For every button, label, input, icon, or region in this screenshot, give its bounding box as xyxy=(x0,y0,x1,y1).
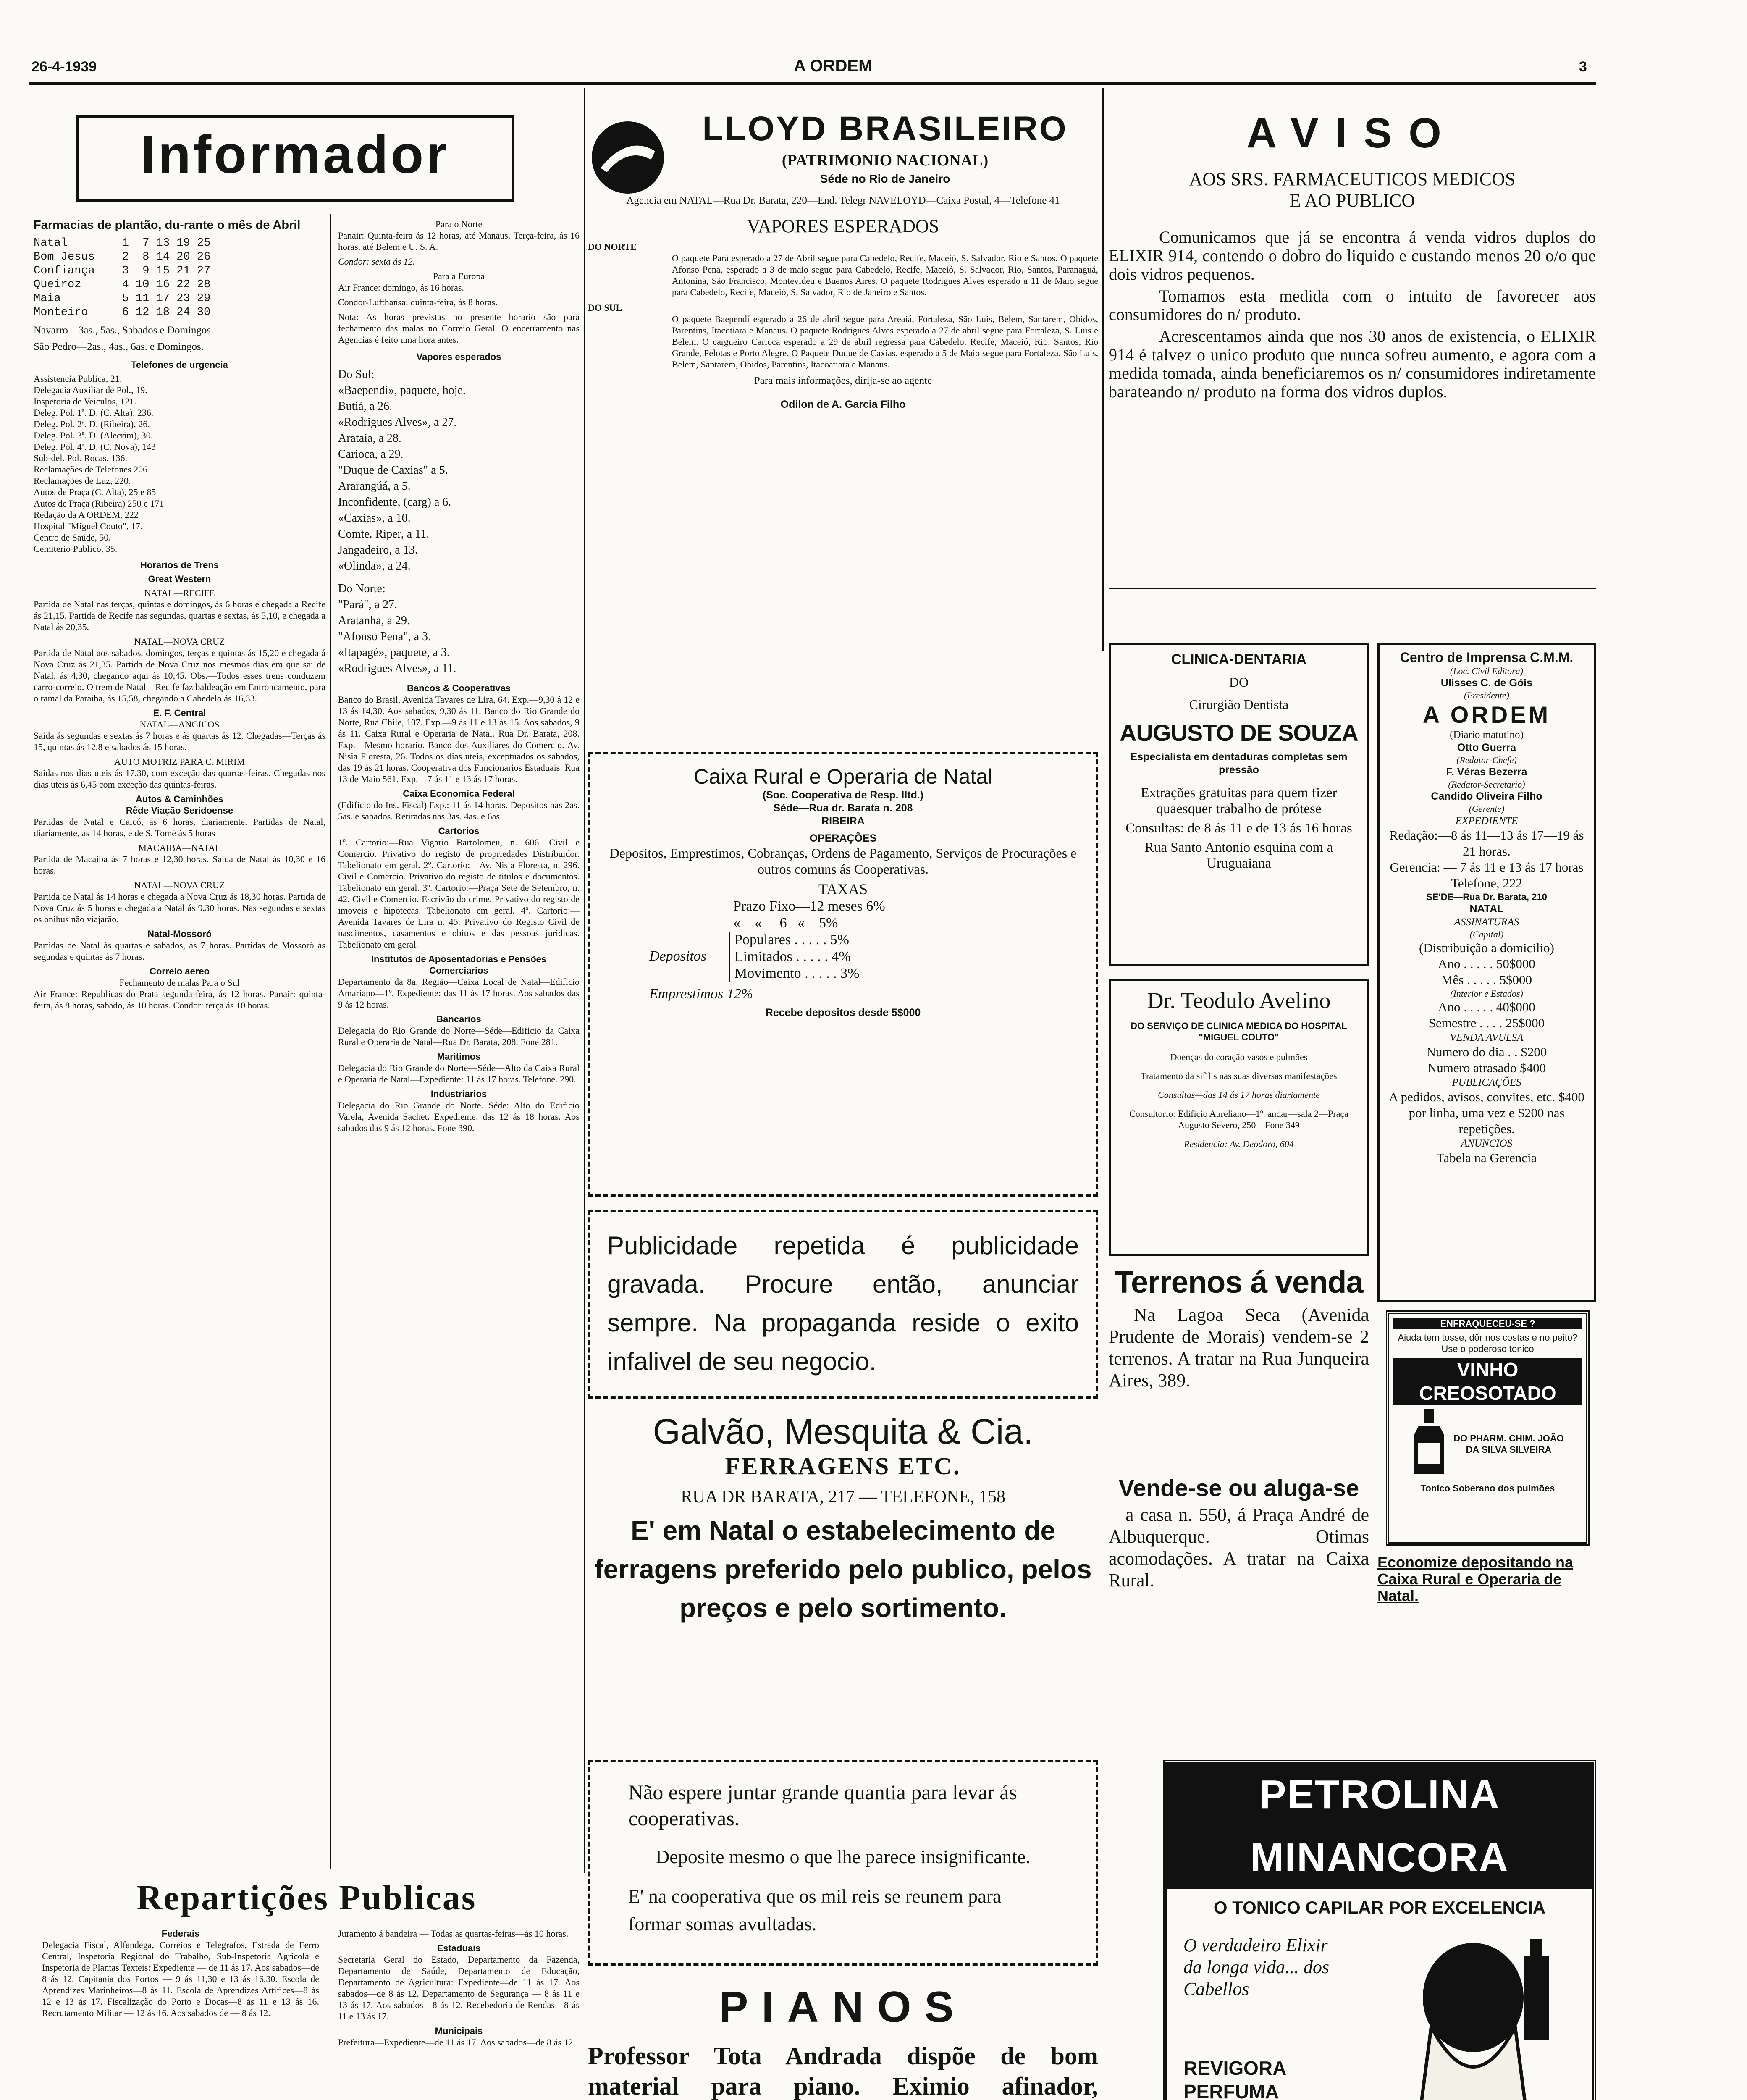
reparticoes-left xyxy=(42,1928,319,2022)
page-number: 3 xyxy=(1579,59,1587,75)
lloyd-info: Para mais informações, dirija-se ao agente xyxy=(754,375,932,386)
list-item: «Olinda», a 24. xyxy=(338,559,411,572)
clinica-name: AUGUSTO DE SOUZA xyxy=(1120,719,1358,746)
maritimos-heading: Maritimos xyxy=(437,1051,481,1062)
cooperativa-text: E' na cooperativa que os mil reis se reunem para formar somas avultadas. xyxy=(628,1885,1002,1935)
great-western-heading: Great Western xyxy=(148,574,211,584)
list-item: Deleg. Pol. 4ª. D. (C. Nova), 143 xyxy=(34,441,156,452)
aviso-ad xyxy=(1109,109,1596,404)
list-item: «Caxias», a 10. xyxy=(338,512,411,525)
aviso-text: Comunicamos que já se encontra á venda vidros duplos do ELIXIR 914, contendo o dobro do liquido e custando menos 20 o/o que dois vidros pequenos. xyxy=(1109,228,1596,284)
vende-title: Vende-se ou aluga-se xyxy=(1118,1475,1359,1501)
list-item: Cemiterio Publico, 35. xyxy=(34,543,118,554)
aviso-title: AVISO xyxy=(1246,110,1458,157)
column-rule xyxy=(1102,88,1104,651)
lloyd-subtitle: (PATRIMONIO NACIONAL) xyxy=(782,152,989,169)
list-item: Inspetoria de Veiculos, 121. xyxy=(34,396,136,407)
route-heading: NATAL—NOVA CRUZ xyxy=(134,880,225,890)
farmacias-note: São Pedro—2as., 4as., 6as. e Domingos. xyxy=(34,341,204,352)
centro-tabela: Tabela na Gerencia xyxy=(1436,1150,1537,1165)
galvao-ad xyxy=(588,1411,1098,1630)
teodulo-service: DO SERVIÇO DE CLINICA MEDICA DO HOSPITAL "MIGUEL COUTO" xyxy=(1131,1021,1347,1042)
vinho-top: ENFRAQUECEU-SE ? xyxy=(1393,1318,1582,1329)
farmacias-list xyxy=(34,236,325,320)
correio-sub: Fechamento de malas Para o Sul xyxy=(119,977,240,988)
centro-expediente: EXPEDIENTE xyxy=(1455,815,1518,827)
list-item: Delegacia Auxiliar de Pol., 19. xyxy=(34,385,147,395)
bancarios-text: Delegacia do Rio Grande do Norte—Séde—Edificio da Caixa Rural e Operaria de Natal—Rua Dr. Barata, 208. Fone 281. xyxy=(338,1025,580,1047)
teodulo-text: Consultorio: Edificio Aureliano—1º. andar—sala 2—Praça Augusto Severo, 250—Fone 349 xyxy=(1129,1108,1348,1130)
telefones-list xyxy=(34,373,325,554)
centro-ordem: A ORDEM xyxy=(1422,701,1551,728)
clinica-specialty: Especialista em dentaduras completas sem pressão xyxy=(1130,751,1348,776)
industriarios-text: Delegacia do Rio Grande do Norte. Séde: Alto do Edificio Varela, Avenida Sachet. Expediente: das 12 ás 18 horas. Aos sabados das 9 ás 12 horas. Fone 390. xyxy=(338,1100,580,1133)
price-row: Ano . . . . . 40$000 xyxy=(1438,1000,1535,1014)
route-text: Partida de Natal nas terças, quintas e domingos, ás 6 horas e chegada a Recife ás 21,15. Partida de Recife nas segundas, quartas e sextas, ás 5,10, e chegada a Natal ás 20,35. xyxy=(34,599,325,632)
teodulo-text: Tratamento da sifilis nas suas diversas manifestações xyxy=(1141,1071,1337,1081)
caixa-rural-text: Depositos, Emprestimos, Cobranças, Ordens de Pagamento, Serviços de Procurações e outros comuns ás Cooperativas. xyxy=(609,845,1077,877)
list-item: Arataia, a 28. xyxy=(338,432,401,445)
list-item: Ararangúá, a 5. xyxy=(338,480,411,493)
centro-capital: (Capital) xyxy=(1469,929,1504,940)
teodulo-name: Dr. Teodulo Avelino xyxy=(1147,988,1331,1013)
reparticoes-title: Repartições Publicas xyxy=(136,1878,477,1917)
route-heading: MACAIBA—NATAL xyxy=(138,843,221,853)
clinica-title: CLINICA-DENTARIA xyxy=(1171,651,1307,667)
municipais-heading: Municipais xyxy=(435,2026,483,2036)
lloyd-vapores: VAPORES ESPERADOS xyxy=(747,216,939,236)
rate-row: Movimento . . . . . 3% xyxy=(734,966,860,981)
institutos-heading: Institutos de Aposentadorias e Pensões xyxy=(371,954,547,964)
price-row: Mês . . . . . 5$000 xyxy=(1441,972,1532,987)
aviso-subtitle: AOS SRS. FARMACEUTICOS MEDICOS xyxy=(1189,169,1516,189)
reparticoes-right xyxy=(338,1928,580,2051)
cartorios-text: 1º. Cartorio:—Rua Vigario Bartolomeu, n. 606. Civil e Comercio. Privativo do registo de propriedades Distribuidor. Tabelionato em geral. 2º. Cartorio:—Av. Nisia Floresta, n. 296. Civil e Comercio. Privativo do registo de titulos e documentos. Tabelionato em geral. 3º. Cartorio:—Praça Sete de Setembro, n. 42. Civil e Comercio. Escrivão do crime. Privativo do registo de imoveis e hipotecas. Tabelionato em geral. 4º. Cartorio:—Avenida Tavares de Lira n. 45. Privativo do Registo Civil de nascimentos, casamentos e obitos e das pessoas juridicas. Tabelionato em geral. xyxy=(338,837,580,950)
clinica-address: Rua Santo Antonio esquina com a Uruguaiana xyxy=(1144,840,1333,871)
caixa-rural-depositos: Depositos xyxy=(649,948,706,964)
centro-natal: NATAL xyxy=(1469,903,1504,915)
list-item: Bom Jesus 2 8 14 20 26 xyxy=(34,251,211,263)
list-item: "Pará", a 27. xyxy=(338,598,398,611)
centro-gerencia: Gerencia: — 7 ás 11 e 13 ás 17 horas xyxy=(1390,860,1584,874)
list-item: Butiá, a 26. xyxy=(338,400,393,413)
terrenos-title: Terrenos á venda xyxy=(1115,1265,1363,1299)
list-item: Autos de Praça (C. Alta), 25 e 85 xyxy=(34,487,156,497)
lloyd-agent: Odilon de A. Garcia Filho xyxy=(780,399,906,410)
list-heading: Do Norte: xyxy=(338,582,386,595)
galvao-slogan: E' em Natal o estabelecimento de ferragens preferido pelo publico, pelos preços e pelo sortimento. xyxy=(594,1515,1092,1623)
route-text: Saidas nos dias uteis ás 17,30, com exceção das quartas-feiras. Chegadas nos dias uteis ás 6,45 com exceção das quintas-feiras. xyxy=(34,768,325,790)
route-text: Saida ás segundas e sextas ás 7 horas e ás quartas ás 12. Chegadas—Terças ás 15, quintas ás 12,8 e sabados ás 15 horas. xyxy=(34,730,325,752)
list-item: Carioca, a 29. xyxy=(338,448,404,461)
lloyd-title: LLOYD BRASILEIRO xyxy=(702,110,1068,148)
list-item: Deleg. Pol. 2ª. D. (Ribeira), 26. xyxy=(34,419,150,429)
vinho-small: Aiuda tem tosse, dôr nos costas e no peito? Use o poderoso tonico xyxy=(1398,1332,1578,1354)
telefones-heading: Telefones de urgencia xyxy=(131,360,228,370)
column-rule xyxy=(584,88,585,1873)
route-heading: NATAL—ANGICOS xyxy=(139,719,220,730)
list-item: Centro de Saúde, 50. xyxy=(34,532,111,543)
old-man-figure-icon xyxy=(1364,1930,1582,2100)
industriarios-heading: Industriarios xyxy=(430,1089,487,1099)
lloyd-sul-text: O paquete Baependí esperado a 26 de abril segue para Areaiá, Fortaleza, São Luis, Belem, Santarem, Obidos, Parentins, Itacotiara e Manaus. O paquete Rodrigues Alves esperado a 27 de abril segue para Fortaleza, S. Luis e Belem. O cargueiro Carioca esperado a 29 de abril regressa para Cabedelo, Recife, Maceió, Rio, Santos, Rio Grande, Pelotas e Porto Alegre. O Paquete Duque de Caxias, esperado a 5 de Maio segue para Fortaleza, São Luis, Belem, Santarem, Obidos, Parentins, Itacoatiara e Manaus. xyxy=(672,314,1098,370)
caixa-rural-ribeira: RIBEIRA xyxy=(821,815,865,827)
caixa-rural-taxas: TAXAS xyxy=(818,881,868,898)
teodulo-text: Consultas—das 14 ás 17 horas diariamente xyxy=(1158,1089,1320,1100)
centro-name: Otto Guerra xyxy=(1457,742,1516,753)
vapores-heading: Vapores esperados xyxy=(416,352,501,362)
galvao-address: RUA DR BARATA, 217 — TELEFONE, 158 xyxy=(681,1487,1005,1507)
column-rule xyxy=(330,214,331,1869)
publicidade-ad xyxy=(588,1210,1098,1399)
caixa-rural-prazo: Prazo Fixo—12 meses 6% xyxy=(733,898,885,914)
route-text: Partidas de Natal e Caicó, ás 6 horas, diariamente. Partidas de Natal, diariamente, ás 14 horas, e de S. Tomé ás 5 horas xyxy=(34,816,325,838)
petrolina-sub: O TONICO CAPILAR POR EXCELENCIA xyxy=(1213,1898,1546,1917)
vinho-bottom: Tonico Soberano dos pulmões xyxy=(1420,1483,1555,1494)
publicidade-text: Publicidade repetida é publicidade gravada. Procure então, anunciar sempre. Na propaganda reside o exito infalivel de seu negocio. xyxy=(607,1231,1079,1376)
route-text: Partida de Natal aos sabados, domingos, terças e quintas ás 15,20 e chegada á Nova Cruz ás 21,35. Partida de Nova Cruz nos mesmos dias em que sai de Natal, ás 4,30, chegando aqui ás 10,45. Obs.—Todos esses trens conduzem carro-correio. O trem de Natal—Recife faz baldeação em Entroncamento, para o ramal da Paraiba, ás 15,58, chegando a Cabedelo ás 16,33. xyxy=(34,648,325,704)
cooperativa-ad xyxy=(588,1760,1098,1966)
centro-interior: (Interior e Estados) xyxy=(1450,988,1523,999)
vinho-brand: DO PHARM. CHIM. JOÃO DA SILVA SILVEIRA xyxy=(1453,1433,1564,1455)
caixa-text: (Edificio do Ins. Fiscal) Exp.: 11 ás 14 horas. Depositos nas 2as. 5as. e sabados. Retiradas nas 3as. 4as. e 6as. xyxy=(338,800,580,822)
centro-assinaturas: ASSINATURAS xyxy=(1454,916,1519,928)
estaduais-text: Secretaria Geral do Estado, Departamento da Fazenda, Departamento de Saúde, Departamento de Educação, Departamento de Agricultura: Expediente—de 11 ás 17. Aos sabados—de 8 ás 12. Departamento de Segurança — 8 ás 11 e 13 ás 17. Aos sabados—8 ás 12. Recebedoria de Rendas—8 ás 11 e 13 ás 17. xyxy=(338,1954,580,2021)
price-row: Numero do dia . . $200 xyxy=(1426,1045,1547,1059)
aviso-text: Tomamos esta medida com o intuito de favorecer aos consumidores do n/ produto. xyxy=(1109,286,1596,324)
teodulo-ad xyxy=(1109,979,1369,1256)
informador-title: Informador xyxy=(140,125,450,185)
comerciarios-heading: Comerciarios xyxy=(429,965,488,976)
centro-role: (Presidente) xyxy=(1464,690,1509,701)
list-item: Inconfidente, (carg) a 6. xyxy=(338,496,451,509)
bottle-icon xyxy=(1410,1409,1448,1478)
list-item: Monteiro 6 12 18 24 30 xyxy=(34,306,211,319)
list-item: Maia 5 11 17 23 29 xyxy=(34,292,211,305)
vende-ad xyxy=(1109,1474,1369,1595)
list-item: Autos de Praça (Ribeira) 250 e 171 xyxy=(34,498,164,509)
cooperativa-text: Deposite mesmo o que lhe parece insignificante. xyxy=(656,1846,1031,1867)
schedule-text: Condor: sexta ás 12. xyxy=(338,256,415,267)
autos-heading: Autos & Caminhões xyxy=(135,794,224,804)
list-item: Natal 1 7 13 19 25 xyxy=(34,237,211,249)
bancos-heading: Bancos & Cooperativas xyxy=(407,683,511,693)
route-heading: AUTO MOTRIZ PARA C. MIRIM xyxy=(114,756,245,767)
centro-anuncios: ANUNCIOS xyxy=(1461,1138,1513,1149)
section-rule xyxy=(1109,588,1596,589)
federais-text: Delegacia Fiscal, Alfandega, Correios e Telegrafos, Estrada de Ferro Central, Inspetoria Regional do Trabalho, Sub-Inspetoria Agricola e Inspetoria de Plantas Texteis: Expediente — de 11 ás 17. Aos sabados—de 8 ás 12. Capitania dos Portos — 9 ás 11,30 e 13 ás 16,30. Escola de Aprendizes Marinheiros—8 ás 11. Escola de Aprendizes Artifices—8 ás 12 e 13 ás 17. Fiscalização do Porto e Docas—8 ás 11 e 13 ás 16. Recrutamento Militar — 12 ás 16. Aos sabados de — 8 ás 12. xyxy=(42,1940,319,2018)
municipais-text: Prefeitura—Expediente—de 11 ás 17. Aos sabados—de 8 ás 12. xyxy=(338,2037,575,2048)
route-heading: NATAL—RECIFE xyxy=(144,588,215,598)
list-item: «Baependí», paquete, hoje. xyxy=(338,384,466,397)
caixa-rural-ad xyxy=(588,752,1098,1197)
galvao-title: Galvão, Mesquita & Cia. xyxy=(653,1412,1034,1451)
list-item: Aratanha, a 29. xyxy=(338,614,410,627)
caixa-rural-operacoes: OPERAÇÕES xyxy=(809,832,877,844)
lloyd-agencia: Agencia em NATAL—Rua Dr. Barata, 220—End. Telegr NAVELOYD—Caixa Postal, 4—Telefone 41 xyxy=(626,195,1060,206)
pianos-text: Professor Tota Andrada dispõe de bom material para piano. Eximio afinador, xyxy=(588,2042,1098,2100)
correio-text: Air France: Republicas do Prata segunda-feira, ás 12 horas. Panair: quinta-feira, ás 8 horas, sabado, ás 10 horas. Condor: terça ás 10 horas. xyxy=(34,989,325,1011)
lloyd-emblem-icon xyxy=(588,118,668,197)
terrenos-ad xyxy=(1109,1264,1369,1395)
farmacias-note: Navarro—3as., 5as., Sabados e Domingos. xyxy=(34,325,214,336)
page-date: 26-4-1939 xyxy=(31,59,97,75)
schedule-text: Panair: Quinta-feira ás 12 horas, até Manaus. Terça-feira, ás 16 horas, até Belem e U. S. A. xyxy=(338,230,580,252)
maritimos-text: Delegacia do Rio Grande do Norte—Séde—Alto da Caixa Rural e Operaria de Natal—Expediente: 11 ás 17 horas. Telefone. 290. xyxy=(338,1063,580,1084)
ef-central-heading: E. F. Central xyxy=(153,708,206,718)
schedule-note: Nota: As horas previstas no presente horario são para fechamento das malas no Correio Geral. O encerramento nas Agencias é feito uma hora antes. xyxy=(338,312,580,345)
para-europa-heading: Para a Europa xyxy=(433,271,485,281)
list-item: REVIGORA xyxy=(1183,2057,1287,2079)
rate-row: Limitados . . . . . 4% xyxy=(734,949,851,964)
schedule-text: Air France: domingo, ás 16 horas. xyxy=(338,282,464,293)
list-item: «Itapagé», paquete, a 3. xyxy=(338,646,450,659)
centro-telefone: Telefone, 222 xyxy=(1451,876,1522,890)
route-heading: Rêde Viação Seridoense xyxy=(126,805,233,816)
teodulo-text: Doenças do coração vasos e pulmões xyxy=(1170,1052,1308,1062)
juramento-text: Juramento á bandeira — Todas as quartas-feiras—ás 10 horas. xyxy=(338,1928,569,1939)
correio-heading: Correio aereo xyxy=(149,966,210,976)
caixa-rural-recebe: Recebe depositos desde 5$000 xyxy=(765,1007,921,1018)
clinica-cirurgiao: Cirurgião Dentista xyxy=(1189,697,1289,712)
farmacias-heading: Farmacias de plantão, du-rante o mês de Abril xyxy=(34,218,301,232)
price-row: Numero atrasado $400 xyxy=(1427,1060,1546,1075)
newspaper-name: A ORDEM xyxy=(794,57,873,75)
list-item: Redação da A ORDEM, 222 xyxy=(34,509,139,520)
price-row: Semestre . . . . 25$000 xyxy=(1428,1016,1545,1030)
caixa-rural-seis: « « 6 « 5% xyxy=(733,915,838,931)
cooperativa-text: Não espere juntar grande quantia para levar ás cooperativas. xyxy=(628,1780,1017,1830)
vinho-ad xyxy=(1386,1310,1590,1546)
clinica-ad xyxy=(1109,643,1369,966)
list-item: Sub-del. Pol. Rocas, 136. xyxy=(34,453,128,463)
centro-name: Ulisses C. de Góis xyxy=(1440,677,1533,689)
petrolina-elixir: O verdadeiro Elixir da longa vida... dos Cabellos xyxy=(1183,1935,1330,1999)
list-item: Hospital "Miguel Couto", 17. xyxy=(34,521,143,531)
lloyd-norte-text: O paquete Pará esperado a 27 de Abril segue para Cabedelo, Recife, Maceió, S. Salvador, Rio e Santos. O paquete Afonso Pena, esperado a 3 de maio segue para Cabedelo, Recife, Maceió, S. Salvador, Rio, Santos, Paranaguá, Antonina, São Francisco, Montevideu e Buenos Aires. O paquete Rodrigues Alves esperado a 11 de Maio segue para Cabedelo, Recife, Maceió, S. Salvador, Rio de Janeiro e Santos. xyxy=(672,253,1098,297)
lloyd-do-sul: DO SUL xyxy=(588,302,622,313)
centro-role: (Gerente) xyxy=(1469,803,1505,814)
cartorios-heading: Cartorios xyxy=(438,826,480,836)
aviso-text: Acrescentamos ainda que nos 30 anos de existencia, o ELIXIR 914 é talvez o unico produto que nunca sofreu aumento, e agora com a medida tomada, ainda beneficiaremos os n/ consumidores indiretamente barateando n/ produto na forma dos vidros duplos. xyxy=(1109,327,1596,401)
economize-text: Economize depositando na Caixa Rural e Operaria de Natal. xyxy=(1377,1554,1574,1604)
centro-pedidos: A pedidos, avisos, convites, etc. $400 por linha, uma vez e $200 nas repetições. xyxy=(1389,1089,1584,1136)
rate-row: Populares . . . . . 5% xyxy=(734,932,849,948)
caixa-rural-emprestimos: Emprestimos 12% xyxy=(649,986,753,1002)
list-item: Jangadeiro, a 13. xyxy=(338,543,418,556)
estaduais-heading: Estaduais xyxy=(437,1943,481,1953)
list-item: Comte. Riper, a 11. xyxy=(338,528,430,541)
centro-role: (Redator-Secretario) xyxy=(1448,779,1525,790)
federais-heading: Federais xyxy=(161,1928,200,1939)
list-item: "Afonso Pena", a 3. xyxy=(338,630,431,643)
informador-column xyxy=(34,218,325,1014)
trens-heading: Horarios de Trens xyxy=(140,560,219,570)
teodulo-text: Residencia: Av. Deodoro, 604 xyxy=(1184,1139,1294,1149)
lloyd-ad xyxy=(588,109,1098,411)
caixa-rural-sede: Séde—Rua dr. Barata n. 208 xyxy=(773,802,913,814)
vinho-title: VINHO CREOSOTADO xyxy=(1393,1358,1582,1405)
list-item: «Rodrigues Alves», a 27. xyxy=(338,416,457,429)
centro-name: Candido Oliveira Filho xyxy=(1431,790,1542,802)
route-text: Partidas de Natal ás quartas e sabados, ás 7 horas. Partidas de Mossoró ás segundas e quintas ás 7 horas. xyxy=(34,940,325,962)
list-item: Reclamações de Telefones 206 xyxy=(34,464,148,475)
route-heading: NATAL—NOVA CRUZ xyxy=(134,636,225,647)
aviso-subtitle: E AO PUBLICO xyxy=(1289,190,1415,211)
list-item: Deleg. Pol. 1ª. D. (C. Alta), 236. xyxy=(34,407,154,418)
centro-diario: (Diario matutino) xyxy=(1450,729,1524,740)
para-norte-heading: Para o Norte xyxy=(435,219,483,229)
clinica-do: DO xyxy=(1229,675,1249,690)
centro-ad xyxy=(1377,643,1596,1302)
caixa-rural-sub: (Soc. Cooperativa de Resp. lltd.) xyxy=(762,789,924,801)
centro-title: Centro de Imprensa C.M.M. xyxy=(1400,650,1574,665)
do-sul-list xyxy=(338,367,580,677)
schedule-text: Condor-Lufthansa: quinta-feira, ás 8 horas. xyxy=(338,297,498,307)
list-item: «Rodrigues Alves», a 11. xyxy=(338,662,456,675)
centro-venda: VENDA AVULSA xyxy=(1450,1032,1524,1043)
list-item: Confiança 3 9 15 21 27 xyxy=(34,265,211,277)
centro-name: F. Véras Bezerra xyxy=(1446,766,1527,778)
terrenos-text: Na Lagoa Seca (Avenida Prudente de Morais) vendem-se 2 terrenos. A tratar na Rua Junqueira Aires, 389. xyxy=(1109,1305,1369,1391)
pianos-title: PIANOS xyxy=(719,1983,967,2032)
centro-redacao: Redação:—8 ás 11—13 ás 17—19 ás 21 horas. xyxy=(1389,828,1584,858)
centro-distribuicao: (Distribuição a domicilio) xyxy=(1419,940,1554,955)
list-item: PERFUMA xyxy=(1183,2081,1279,2100)
petrolina-title: PETROLINA MINANCORA xyxy=(1167,1763,1592,1889)
centro-sede: SE'DE—Rua Dr. Barata, 210 xyxy=(1426,892,1547,902)
route-heading: Natal-Mossoró xyxy=(147,929,212,939)
column-two xyxy=(338,218,580,1137)
route-text: Partida de Macaiba ás 7 horas e 12,30 horas. Saida de Natal ás 10,30 e 16 horas. xyxy=(34,854,325,876)
vende-text: a casa n. 550, á Praça André de Albuquerque. Otimas acomodações. A tratar na Caixa Rural. xyxy=(1109,1504,1369,1591)
list-item: Deleg. Pol. 3ª. D. (Alecrim), 30. xyxy=(34,430,153,441)
bancarios-heading: Bancarios xyxy=(436,1014,481,1024)
lloyd-sede: Séde no Rio de Janeiro xyxy=(820,172,950,185)
centro-sub: (Loc. Civil Editora) xyxy=(1450,666,1524,676)
list-item: Assistencia Publica, 21. xyxy=(34,373,122,384)
caixa-heading: Caixa Economica Federal xyxy=(403,788,515,799)
petrolina-ad xyxy=(1163,1760,1596,2100)
route-text: Partida de Natal ás 14 horas e chegada a Nova Cruz ás 18,30 horas. Partida de Nova Cruz ás 5 horas e chegada a Natal ás 9,30 horas. Nas segundas e sextas os onibus não viajarão. xyxy=(34,891,325,924)
caixa-rural-title: Caixa Rural e Operaria de Natal xyxy=(693,765,993,788)
list-item: "Duque de Caxias" a 5. xyxy=(338,464,448,477)
lloyd-do-norte: DO NORTE xyxy=(588,242,637,252)
list-item: Queiroz 4 10 16 22 28 xyxy=(34,278,211,291)
pianos-ad xyxy=(588,1982,1098,2100)
price-row: Ano . . . . . 50$000 xyxy=(1438,956,1535,971)
centro-publicacoes: PUBLICAÇÕES xyxy=(1452,1077,1521,1088)
clinica-text: Extrações gratuitas para quem fizer quaesquer trabalho de prótese xyxy=(1141,785,1337,816)
comerciarios-text: Departamento da 8a. Região—Caixa Local de Natal—Edificio Amariano—1º. Expediente: das 11 ás 17 horas. Aos sabados das 9 ás 12 horas. xyxy=(338,976,580,1010)
header-rule xyxy=(29,82,1596,85)
list-heading: Do Sul: xyxy=(338,368,375,381)
petrolina-revigora xyxy=(1183,2056,1286,2100)
galvao-sub: FERRAGENS ETC. xyxy=(725,1452,961,1480)
clinica-consultas: Consultas: de 8 ás 11 e de 13 ás 16 horas xyxy=(1125,821,1352,836)
bancos-text: Banco do Brasil, Avenida Tavares de Lira, 64. Exp.—9,30 á 12 e 13 ás 14,30. Aos sabados, 9,30 ás 11. Banco do Rio Grande do Norte, Rua Chile, 107. Exp.—9 ás 11 e 13 ás 15. Aos sabados, 9 ás 11. Caixa Rural e Operaria de Natal. Rua Dr. Barata, 208. Exp.—Mesmo horario. Banco dos Auxiliares do Comercio. Av. Nisia Floresta, 26. Todos os dias uteis, exceptuados os sabados, das 19 ás 21 horas. Cooperativa dos Funcionarios Estaduais. Rua 13 de Maio 561. Exp.—7 ás 11 e 13 ás 17 horas. xyxy=(338,694,580,784)
list-item: Reclamações de Luz, 220. xyxy=(34,475,131,486)
centro-role: (Redator-Chefe) xyxy=(1456,755,1517,765)
